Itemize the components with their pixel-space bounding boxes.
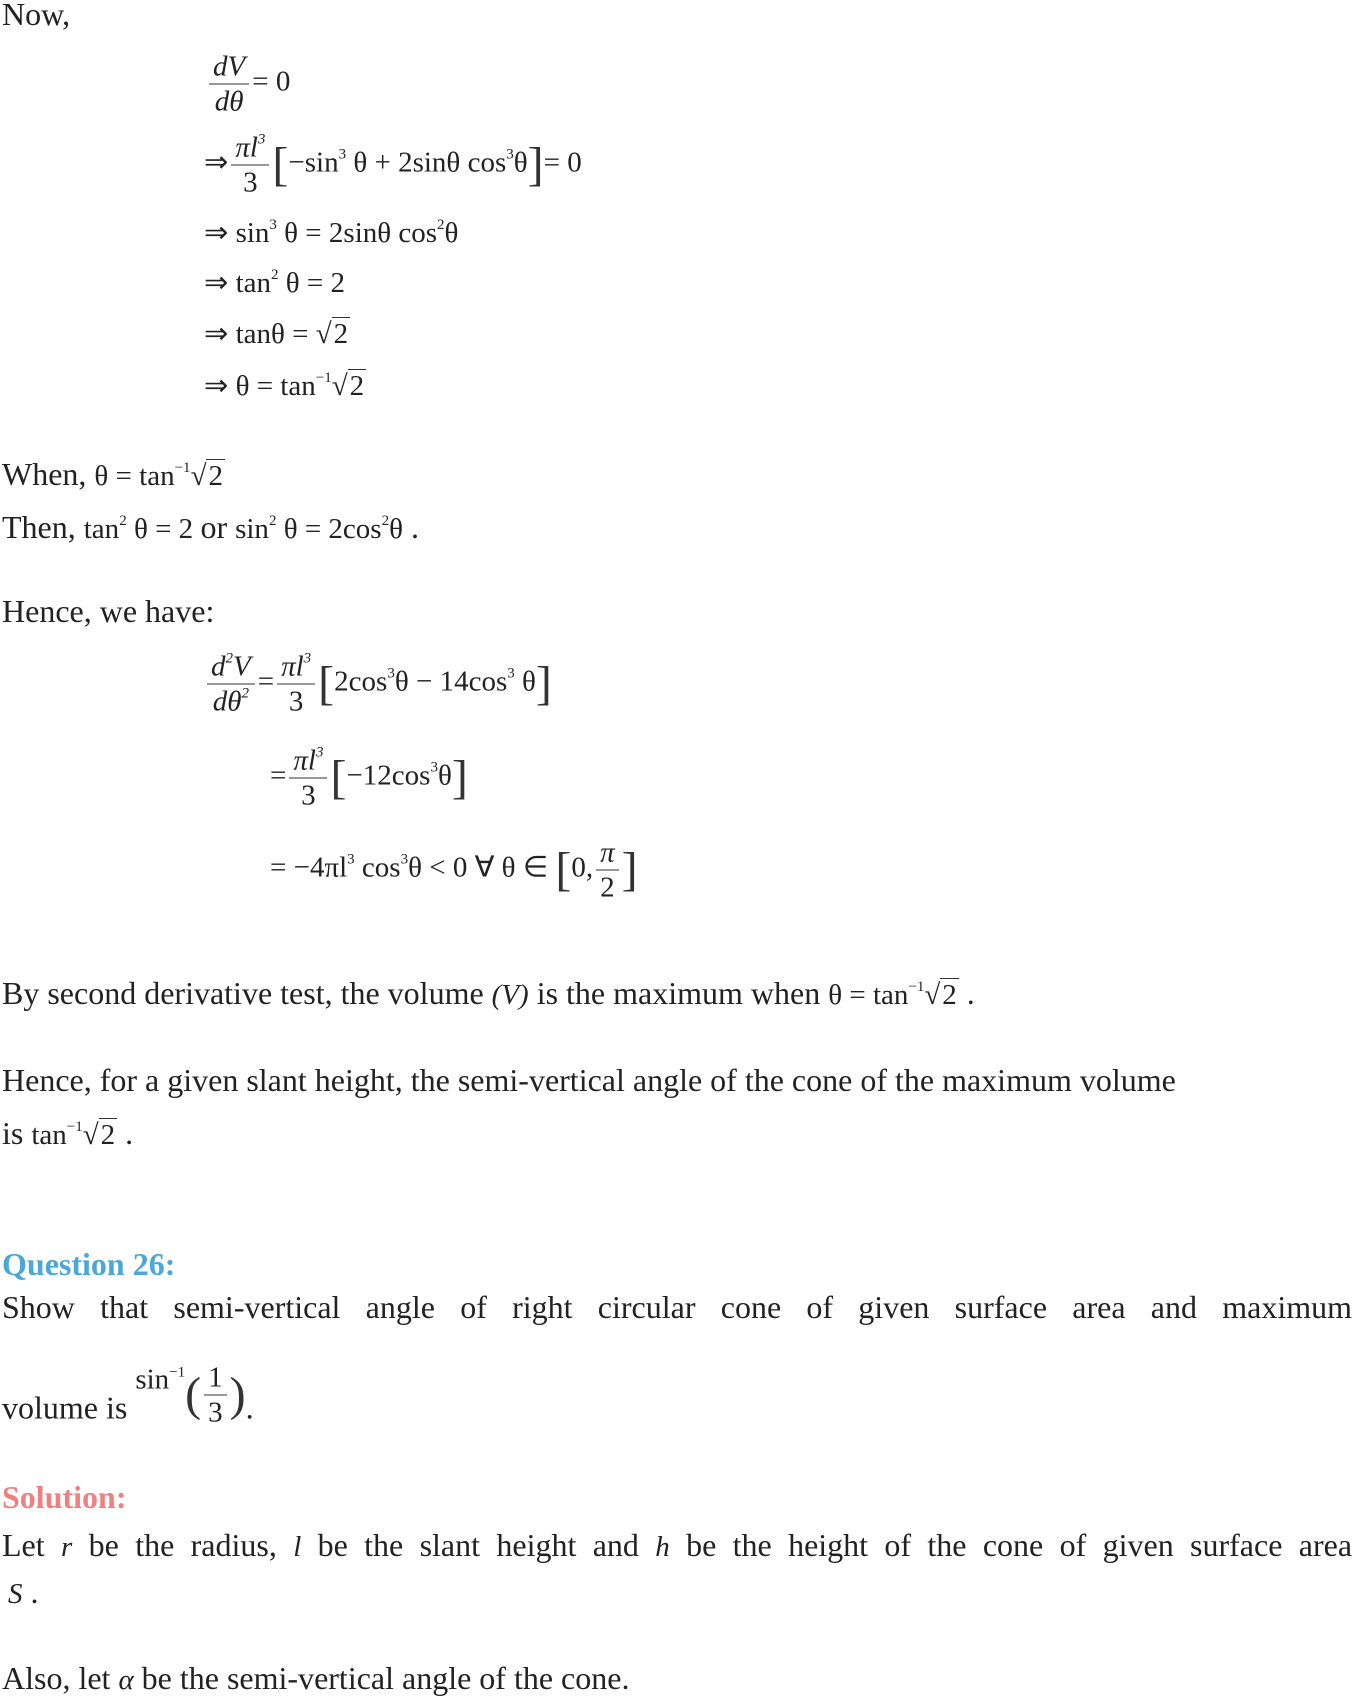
term: θ [444,217,459,249]
text: is [2,1115,32,1151]
term: θ = tan [228,370,316,402]
text: be the slant height and [301,1527,656,1563]
term: tan [83,513,120,545]
term: θ = 2cos [276,513,382,545]
text: By second derivative test, the volume [2,975,492,1011]
or-text: or [200,509,236,545]
numerator: πl [281,650,304,683]
period: . [958,975,975,1011]
exponent: 3 [315,744,324,761]
radicand: 2 [208,460,223,492]
equation-step-6 [204,368,366,404]
exponent: 3 [347,851,355,868]
radicand: 2 [100,1119,116,1151]
term: θ = tan [94,460,175,492]
term: −sin [288,146,339,179]
numerator: π [596,836,619,871]
equation-step-2 [204,131,582,200]
implies-symbol: ⇒ [204,267,229,299]
term: 2cos [334,665,388,698]
exponent: 3 [506,146,514,163]
variable-h: h [655,1531,670,1563]
term: θ = 2 [278,267,345,299]
right-paren: ) [229,1368,246,1421]
denominator: 3 [208,1396,223,1429]
solution-line-2 [8,1574,39,1612]
fraction-numerator: dV [209,50,249,85]
denominator: 2 [600,871,615,904]
solution-line-3 [2,1660,629,1698]
term: θ + 2sinθ cos [346,146,507,179]
text: is the maximum when [528,975,829,1011]
equation-rhs: = 0 [252,65,291,98]
exponent: −1 [66,1119,83,1135]
second-derivative-test-text [2,975,975,1013]
left-paren: ( [185,1368,202,1421]
equation-step-5 [204,316,350,352]
equation-step-3 [204,215,458,251]
exponent: 2 [437,217,445,233]
radicand: 2 [349,370,365,402]
text: Also, let [2,1660,119,1696]
term: tan [228,267,271,299]
exponent: 3 [338,146,347,163]
interval-start: 0, [571,851,594,884]
right-bracket: ] [451,751,468,804]
variable-l: l [293,1531,302,1563]
variable-r: r [61,1531,73,1563]
denominator: 3 [288,685,304,718]
term: tan [31,1119,67,1151]
term: tanθ = [228,318,316,350]
equation-rhs: = 0 [543,146,582,179]
term: θ [437,759,452,792]
exponent: 3 [303,650,312,667]
numerator: d [211,650,226,683]
conclusion-line-1: Hence, for a given slant height, the semi-vertical angle of the cone of the maximum volume [2,1062,1176,1098]
exponent: 3 [507,665,515,682]
exponent: 3 [387,665,395,682]
square-root: √2 [315,318,349,350]
denominator: dθ [212,685,242,718]
term: θ = tan [828,979,909,1011]
exponent: 2 [119,513,127,529]
question-heading: Question 26: [2,1246,176,1282]
left-bracket: [ [272,138,289,191]
when-line [2,456,225,494]
term: sin [228,217,270,249]
exponent: −1 [908,979,925,995]
square-root: √2 [331,370,365,402]
period: . [22,1574,39,1610]
text: Let [2,1527,61,1563]
denominator: 3 [243,166,258,199]
variable-alpha: α [118,1664,134,1696]
conclusion-line-2 [2,1115,133,1153]
exponent: 2 [241,685,249,702]
left-bracket: [ [555,843,572,896]
term: θ [513,146,528,179]
exponent: 3 [269,217,277,233]
variable-s: S [8,1578,23,1610]
exponent: 3 [430,759,438,776]
question-line-2 [2,1361,254,1430]
square-root: √2 [190,460,223,492]
period: . [403,509,419,545]
numerator: πl [293,744,316,777]
term: θ = 2 [126,513,201,545]
equation-step-4 [204,265,345,301]
equals: = [257,665,275,698]
implies-symbol: ⇒ [204,217,229,249]
volume-symbol: (V) [491,979,529,1011]
term: cos [354,851,401,884]
term: sin [235,513,269,545]
left-bracket: [ [330,751,347,804]
radicand: 2 [333,318,349,350]
second-derivative-line-1 [204,650,552,719]
square-root: √2 [82,1119,116,1151]
exponent: −1 [315,370,332,386]
text: be the semi-vertical angle of the cone. [133,1660,630,1696]
term: −12cos [346,759,431,792]
exponent: 2 [225,650,233,667]
left-bracket: [ [318,657,335,710]
exponent: 3 [400,851,409,868]
term: θ = 2sinθ cos [276,217,438,249]
implies-symbol: ⇒ [204,146,229,179]
term: θ − 14cos [394,665,508,698]
intro-text: Now, [2,0,71,32]
equals: = [270,759,287,792]
implies-symbol: ⇒ [204,370,229,402]
equation-dv-dtheta [206,50,290,119]
term: θ [389,513,403,545]
solution-line-1 [2,1527,1352,1565]
second-derivative-line-2 [270,744,468,813]
exponent: −1 [174,460,191,476]
fraction-denominator: dθ [214,85,244,118]
then-line [2,509,419,547]
exponent: 2 [381,513,390,529]
exponent: 2 [268,513,277,529]
exponent: 3 [257,131,266,148]
question-line-1: Show that semi-vertical angle of right circular cone of given surface area and maximum [2,1289,1352,1325]
right-bracket: ] [535,657,552,710]
text: be the height of the cone of given surface area [669,1527,1353,1563]
solution-heading: Solution: [2,1479,127,1515]
numerator: πl [235,131,258,164]
right-bracket: ] [621,843,638,896]
exponent: −1 [169,1364,186,1381]
square-root: √2 [924,979,957,1011]
period: . [117,1115,134,1151]
term: = −4πl [270,851,348,884]
radicand: 2 [942,979,957,1011]
numerator: 1 [204,1361,227,1396]
label: When, [2,456,95,492]
denominator: 3 [301,779,316,812]
numerator: V [233,650,251,683]
term: sin [135,1363,170,1396]
term: θ < 0 ∀ θ ∈ [408,851,556,884]
implies-symbol: ⇒ [204,318,229,350]
period: . [245,1389,254,1426]
exponent: 2 [271,267,279,283]
second-derivative-line-3 [270,836,638,905]
term: θ [514,665,536,698]
label: Then, [2,509,84,545]
hence-we-have: Hence, we have: [2,593,215,629]
text: be the radius, [72,1527,294,1563]
right-bracket: ] [527,138,544,191]
text: volume is [2,1389,136,1426]
